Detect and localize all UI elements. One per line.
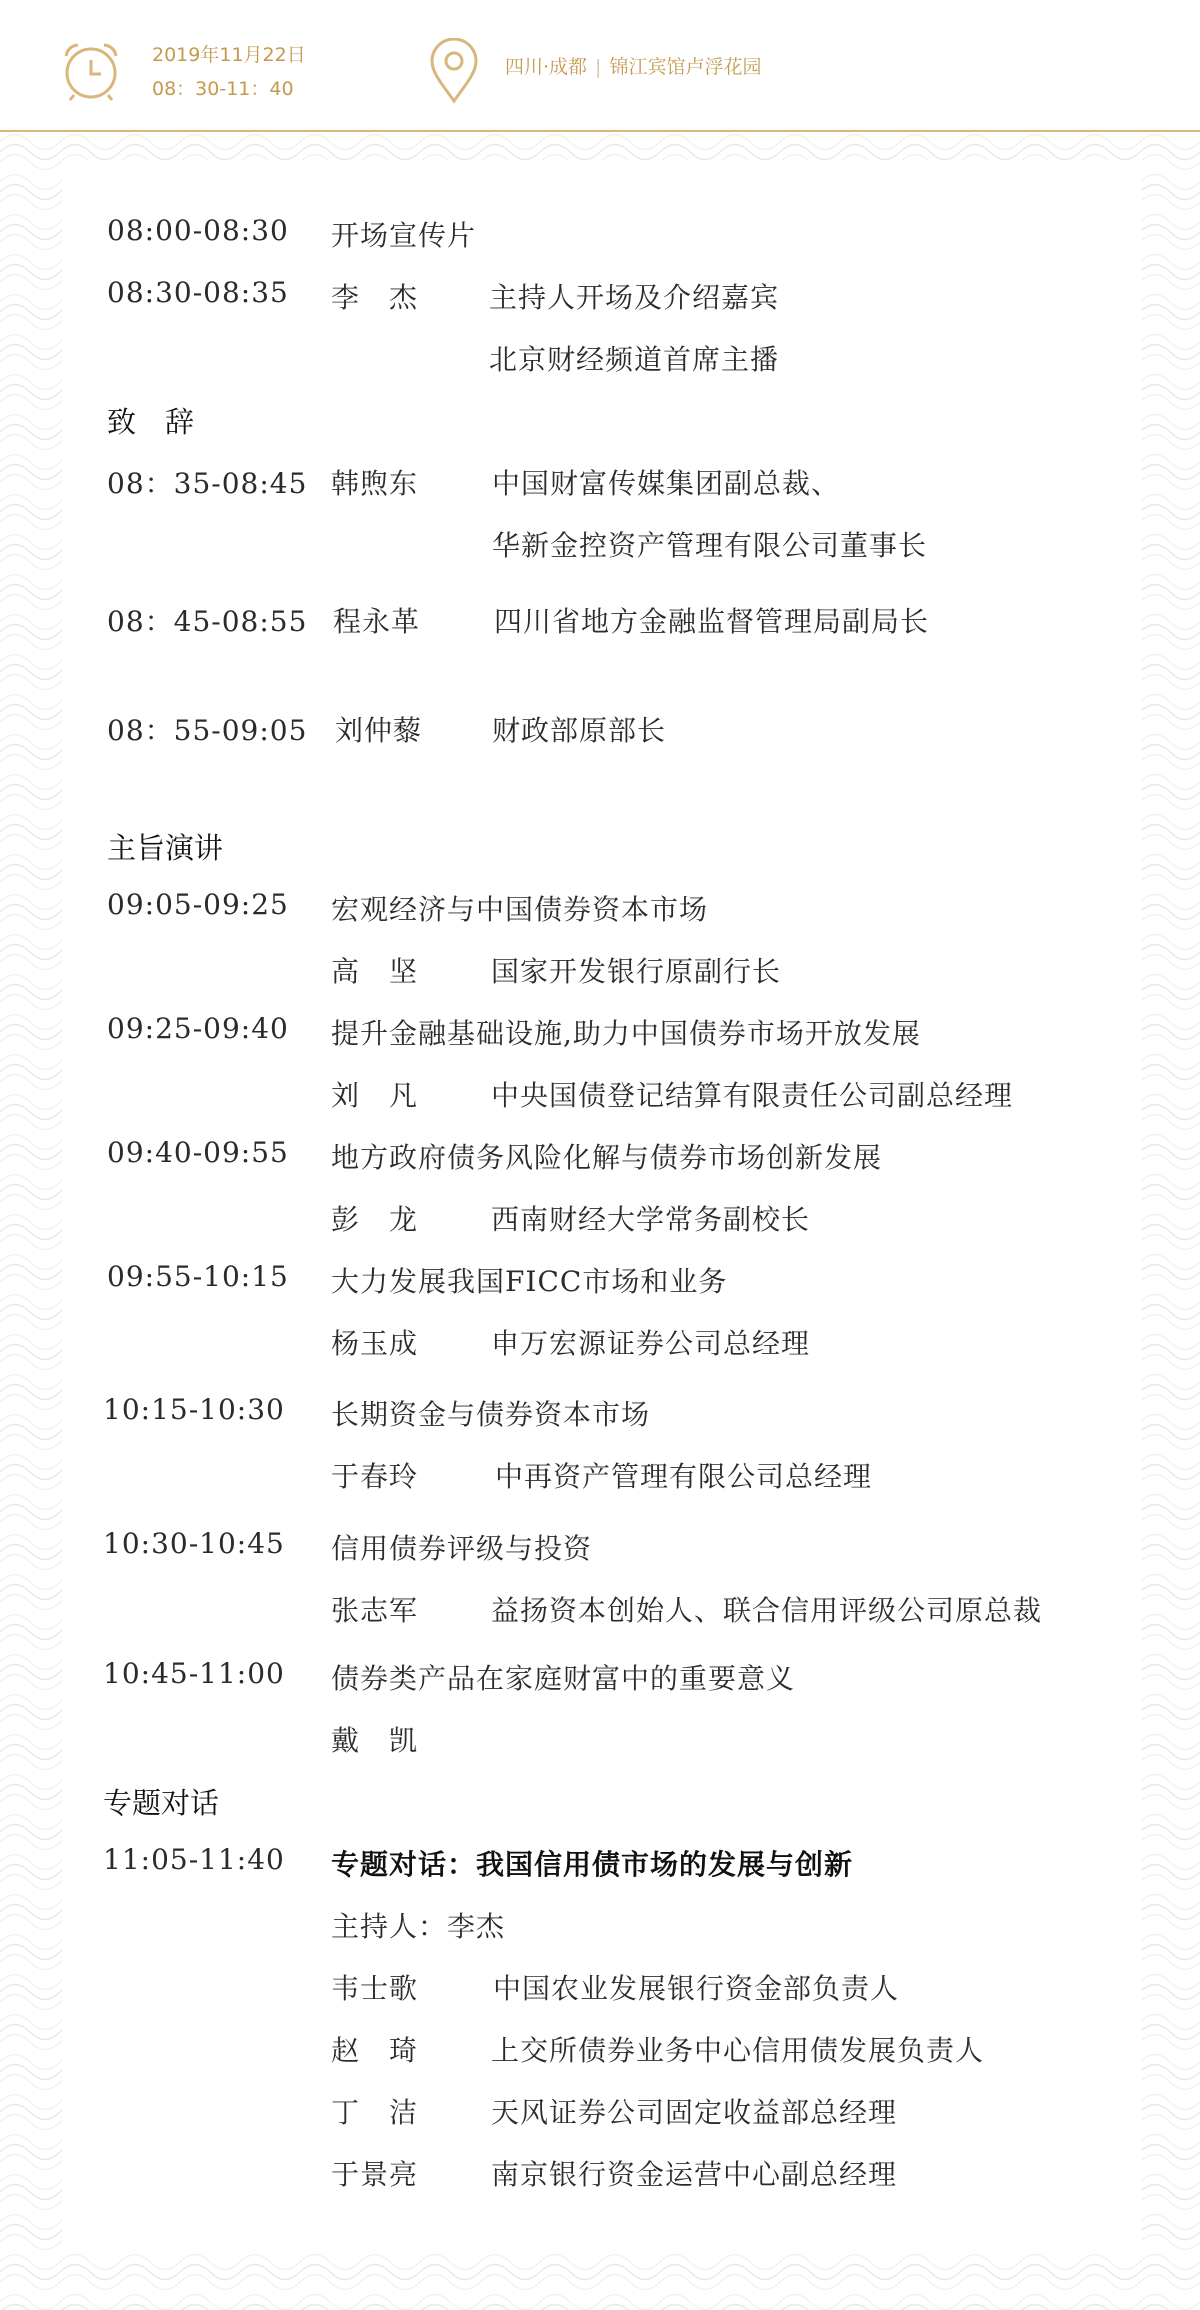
speaker-name: 戴 凯	[331, 1724, 419, 1757]
section-heading-panel: 专题对话	[103, 1786, 220, 1820]
speaker-name: 杨玉成	[331, 1327, 419, 1360]
agenda-time: 08：55-09:05	[107, 714, 308, 747]
agenda-time: 10:15-10:30	[103, 1393, 285, 1426]
event-location	[505, 52, 761, 79]
speaker-role: 四川省地方金融监督管理局副局长	[494, 605, 930, 638]
agenda-time: 09:55-10:15	[107, 1260, 289, 1293]
speaker-name: 刘 凡	[331, 1079, 419, 1112]
keynote-topic: 债券类产品在家庭财富中的重要意义	[331, 1662, 796, 1695]
speaker-role: 国家开发银行原副行长	[491, 955, 782, 988]
speaker-name: 韩煦东	[331, 467, 419, 500]
speaker-role: 天风证券公司固定收益部总经理	[491, 2096, 898, 2129]
event-date: 2019年11月22日	[152, 44, 306, 66]
keynote-topic: 信用债券评级与投资	[331, 1532, 593, 1565]
event-header	[0, 0, 1200, 132]
section-heading-keynote: 主旨演讲	[107, 831, 224, 865]
agenda-time: 08：45-08:55	[107, 605, 308, 638]
agenda-time: 08:30-08:35	[107, 276, 289, 309]
speaker-role: 上交所债券业务中心信用债发展负责人	[491, 2034, 985, 2067]
agenda-time: 08：35-08:45	[107, 467, 308, 500]
speaker-role: 财政部原部长	[492, 714, 667, 747]
speaker-role: 中央国债登记结算有限责任公司副总经理	[491, 1079, 1014, 1112]
keynote-topic: 长期资金与债券资本市场	[331, 1398, 651, 1431]
agenda-time: 10:45-11:00	[103, 1657, 285, 1690]
keynote-topic: 宏观经济与中国债券资本市场	[331, 893, 709, 926]
speaker-name: 张志军	[331, 1594, 419, 1627]
speaker-name: 刘仲藜	[335, 714, 423, 747]
agenda-time: 11:05-11:40	[103, 1843, 285, 1876]
location-divider: |	[595, 56, 602, 78]
agenda-time: 09:05-09:25	[107, 888, 289, 921]
keynote-topic: 地方政府债务风险化解与债券市场创新发展	[331, 1141, 883, 1174]
speaker-role: 南京银行资金运营中心副总经理	[491, 2158, 898, 2191]
section-heading-welcome: 致 辞	[107, 405, 195, 439]
speaker-name: 韦士歌	[331, 1972, 419, 2005]
speaker-role: 中国农业发展银行资金部负责人	[493, 1972, 900, 2005]
event-time: 08：30-11：40	[152, 78, 294, 100]
agenda-title: 开场宣传片	[331, 219, 477, 252]
speaker-name: 于春玲	[331, 1460, 419, 1493]
panel-host: 主持人：李杰	[331, 1910, 506, 1943]
event-city: 四川·成都	[505, 56, 588, 78]
speaker-role: 西南财经大学常务副校长	[491, 1203, 811, 1236]
speaker-name: 李 杰	[331, 281, 419, 314]
speaker-name: 丁 洁	[331, 2096, 419, 2129]
speaker-role: 主持人开场及介绍嘉宾	[489, 281, 780, 314]
location-pin-icon	[428, 38, 480, 104]
speaker-role-secondary: 北京财经频道首席主播	[489, 343, 780, 376]
speaker-role: 申万宏源证券公司总经理	[491, 1327, 811, 1360]
keynote-topic: 提升金融基础设施,助力中国债券市场开放发展	[331, 1017, 921, 1050]
speaker-name: 赵 琦	[331, 2034, 419, 2067]
panel-title: 专题对话：我国信用债市场的发展与创新	[331, 1848, 854, 1881]
speaker-name: 于景亮	[331, 2158, 419, 2191]
event-venue: 锦江宾馆卢浮花园	[609, 56, 762, 78]
date-time-block	[152, 38, 306, 106]
speaker-name: 彭 龙	[331, 1203, 419, 1236]
clock-icon	[60, 40, 122, 102]
speaker-role: 中国财富传媒集团副总裁、	[492, 467, 841, 500]
speaker-role: 益扬资本创始人、联合信用评级公司原总裁	[491, 1594, 1043, 1627]
speaker-name: 高 坚	[331, 955, 419, 988]
speaker-name: 程永革	[333, 605, 421, 638]
agenda-time: 09:25-09:40	[107, 1012, 289, 1045]
keynote-topic: 大力发展我国FICC市场和业务	[331, 1265, 728, 1298]
speaker-role-secondary: 华新金控资产管理有限公司董事长	[492, 529, 928, 562]
agenda-time: 10:30-10:45	[103, 1527, 285, 1560]
agenda-time: 09:40-09:55	[107, 1136, 289, 1169]
speaker-role: 中再资产管理有限公司总经理	[495, 1460, 873, 1493]
agenda-time: 08:00-08:30	[107, 214, 289, 247]
